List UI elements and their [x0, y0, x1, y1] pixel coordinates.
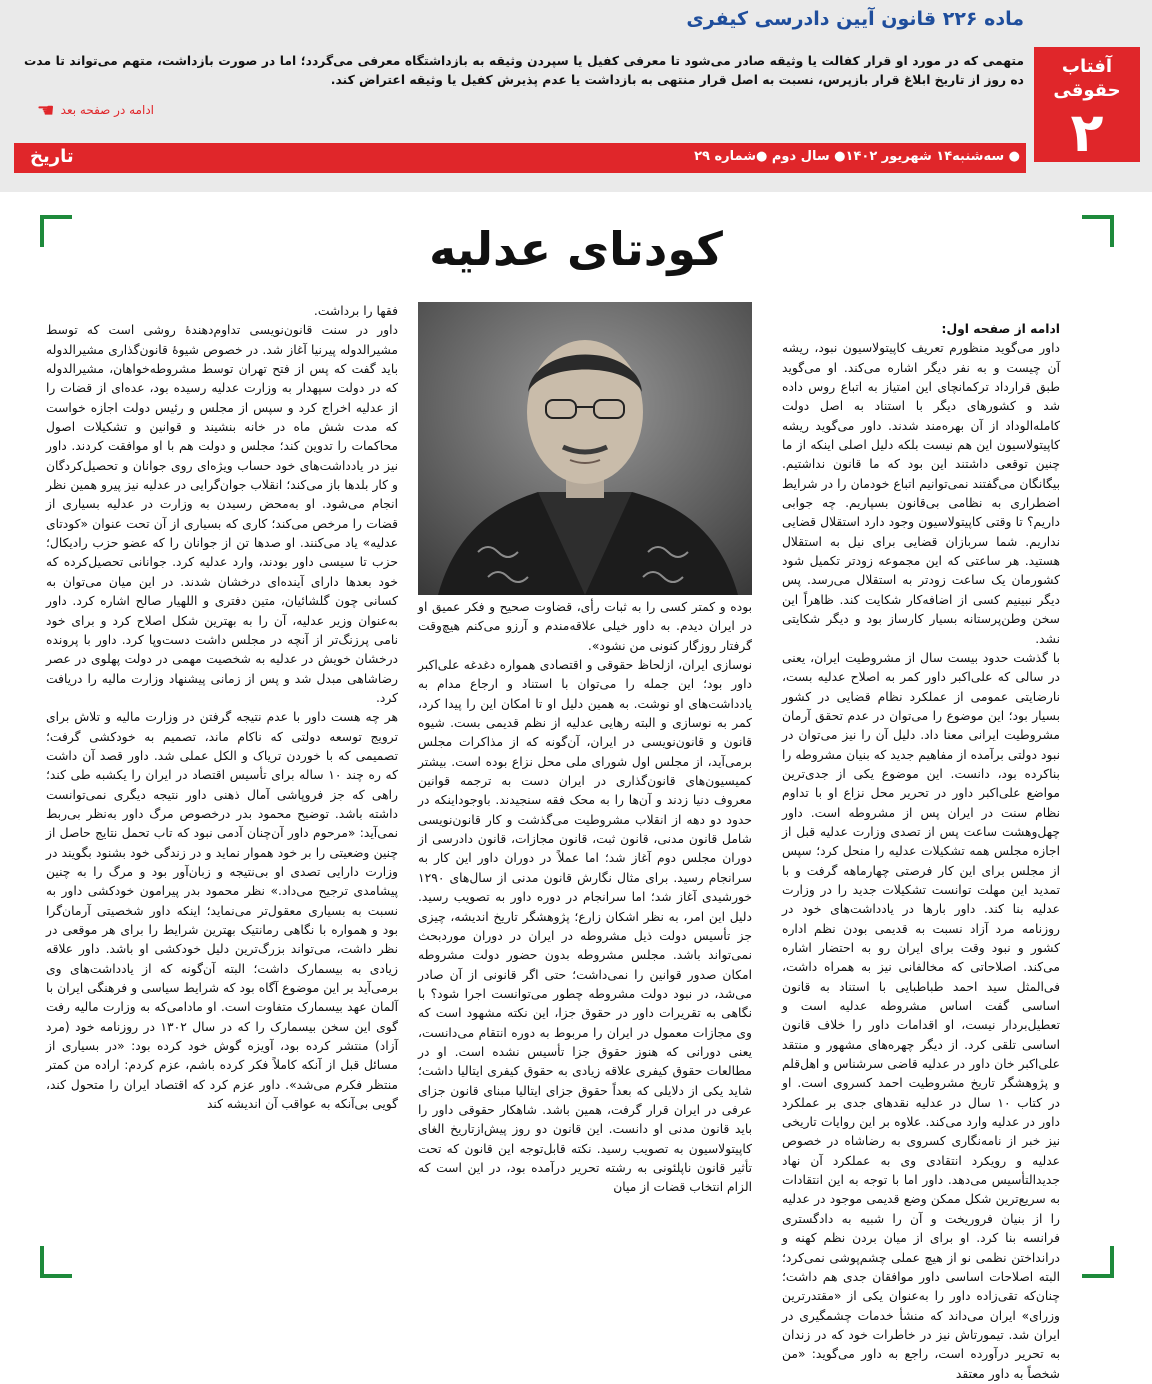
brand-logo [1034, 47, 1140, 162]
paragraph: هر چه هست داور با عدم نتیجه گرفتن در وزارت مالیه و تلاش برای ترویج توسعه دولتی که ناکام ماند، تصمیم به خودکشی گرفت؛ تصمیمی که با خوردن تریاک و الکل عملی شد. داور قصد آن داشت که ره چند ۱۰ ساله برای تأسیس اقتصاد در ایران را یکشبه طی کند؛ راهی که جز فروپاشی آمال ذهنی داور نتیجه دیگری نمی‌توانست داشته باشد. توضیح محمود بدر درخصوص مرگ داور به‌نظر بی‌ربط نمی‌آید: «مرحوم داور آن‌چنان آدمی نبود که تاب تحمل نتایج حاصل از چنین وضعیتی را بر خود هموار نماید و در زندگی خود بشنود بگویند در وزارت دارایی تصدی او بی‌نتیجه و زبان‌آور بود و مرگ را به چنین پیشامدی ترجیح می‌داد.» نظر محمود بدر پیرامون خودکشی داور به نسبت به بسیاری معقول‌تر می‌نماید؛ اینکه داور شخصیتی آرمان‌گرا بود و همواره با نگاهی رمانتیک بهترین شرایط را برای هر موقعی در نظر داشت، می‌تواند بزرگ‌ترین دلیل خودکشی او باشد. داور علاقه زیادی به بیسمارک داشت؛ البته آن‌گونه که از یادداشت‌های وی برمی‌آید بر این موضوع آگاه بود که شرایط سیاسی و فرهنگی ایران با آلمان عهد بیسمارک متفاوت است. او مادامی‌که به وزارت مالیه رفت گوی این سخن بیسمارک را که در سال ۱۳۰۲ در روزنامه خود (مرد آزاد) منتشر کرده بود، آویزه گوش خود کرده بود: «در بسیاری از مسائل قبل از آنکه کاملاً فکر کرده باشم، عزم کردم: اراده من کمتر منتظر فکرم می‌شد». داور عزم کرد که اقتصاد ایران را متحول کند، گویی بی‌آنکه به عواقب آن اندیشه کند [46, 710, 398, 1112]
legal-article-title: ماده ۲۲۶ قانون آیین دادرسی کیفری [686, 8, 1024, 30]
issue-bar [14, 143, 1026, 173]
paragraph: نوسازی ایران، ازلحاظ حقوقی و اقتصادی همواره دغدغه علی‌اکبر داور بود؛ این جمله را می‌توان با استناد و ارجاع مدام به یادداشت‌های او نوشت. به همین دلیل او تا امکان این را پیدا کرد، کمر به نوسازی و البته رهایی عدلیه از نظم قدیمی بست. شیوه قانون و قانون‌نویسی در ایران، آن‌گونه که از مذاکرات مجلس برمی‌آید، از مجلس اول شورای ملی محل نزاع بوده است. بیشتر کمیسیون‌های قانون‌گذاری در ایران دست به ترجمه قوانین معروف دنیا زدند و آن‌ها را به محک فقه سنجیدند. باوجوداینکه در حدود دو دهه از انقلاب مشروطیت می‌گذشت و کار قانون‌نویسی شامل قانون مدنی، قانون ثبت، قانون مجازات، قانون دادرسی از دوران مجلس دوم آغاز شد؛ اما عملاً در دوران داور این کار به سرانجام رسید. برای مثال نگارش قانون مدنی از سال‌های ۱۲۹۰ خورشیدی آغاز شد؛ اما سرانجام در دوره داور به تصویب رسید. دلیل این امر، به نظر اشکان زارع؛ پژوهشگر تاریخ اندیشه، چیزی جز تأسیس دولت ذیل مشروطه در ایران در دوران موردبحث نمی‌تواند باشد. مجلس مشروطه بدون حضور دولت مشروطه امکان صدور قوانین را نمی‌داشت؛ حتی اگر قانونی از آن صادر می‌شد، در نبود دولت مشروطه چطور می‌توانست اجرا شود؟ با نگاهی به تقریرات داور در حقوق جزا، این نکته مشهود است که وی مجازات معمول در ایران را مربوط به دوره انتقام می‌دانست، یعنی دورانی که هنوز حقوق جزا تأسیس نشده است. او در مطالعات حقوق کیفری علاقه زیادی به حقوق کیفری ایتالیا داشت؛ شاید یکی از دلایلی که بعداً حقوق جزای ایتالیا مبنای قانون جزای عرفی در ایران قرار گرفت، همین باشد. شاهکار حقوقی داور را باید قانون مدنی او دانست. این قانون دو روز پیش‌ازتاریخ الغای کاپیتولاسیون به تصویب رسید. نکته قابل‌توجه این قانون که تحت تأثیر قانون ناپلئونی به رشته تحریر درآمده بود، در این است که الزام انتخاب قضات از میان [418, 658, 752, 1195]
article-headline: کودتای عدلیه [429, 222, 723, 276]
portrait-photo [418, 302, 752, 595]
article-column-middle [418, 598, 752, 1255]
continued-label: ادامه در صفحه بعد [60, 103, 154, 117]
paragraph: بوده و کمتر کسی را به ثبات رأی، قضاوت صحیح و فکر عمیق او در ایران دیدم. به داور خیلی علاقه‌مندم و آرزو می‌کنم هیچ‌وقت گرفتار روزگار کنونی من نشود». [418, 600, 752, 653]
continued-from-label: ادامه از صفحه اول: [941, 322, 1060, 336]
pointing-hand-icon: ☚ [36, 98, 55, 122]
section-label: تاریخ [30, 146, 74, 167]
continued-link[interactable] [36, 98, 154, 122]
paragraph: داور می‌گوید منظورم تعریف کاپیتولاسیون نبود، ریشه آن چیست و به نفر دیگر اشاره می‌کند. او می‌گوید طبق قرارداد ترکمانچای این امتیاز به اتباع روس داده شد و کشورهای دیگر با استناد به اصل دولت کامله‌الوداد از آن بهره‌مند شدند. داور می‌گوید ریشه کاپیتولاسیون این هم نیست بلکه دلیل اصلی اینکه از ما چنین توقعی داشتند این بود که ما قانون نداشتیم. بیگانگان می‌گفتند نمی‌توانیم اتباع خودمان را در شرایط اضطراری به نظامی بی‌قانون بسپاریم. چه جوابی داریم؟ تا وقتی کاپیتولاسیون وجود دارد استقلال قضایی نداریم. شما سربازان قضایی برای نیل به استقلال هستید. هر ساعتی که این مجموعه زودتر تکمیل شود کشورمان یک ساعت زودتر به استقلال می‌رسد. پس دیگر نبینیم کسی از اضافه‌کار شکایت کند. ظاهراً این سخن وطن‌پرستانه بسیار کارساز بود و دیگر شکایتی نشد. [782, 341, 1060, 646]
paragraph: با گذشت حدود بیست سال از مشروطیت ایران، یعنی در سالی که علی‌اکبر داور کمر به اصلاح عدلیه بست، نارضایتی عمومی از عملکرد نظام قضایی در کشور بسیار بود؛ این موضوع را می‌توان در عدم تحقق آرمان مشروطیت ایرانی معنا داد. دلیل آن را نیز می‌توان در نبود دولتی برآمده از مفاهیم جدید که بنیان مشروطه را بناکرده بود، دانست. این موضوع یکی از جدی‌ترین مواضع علی‌اکبر داور در تحریر محل نزاع او با تداوم نظام سنت در ایران پس از مشروطه است. داور چهل‌وهشت ساعت پس از تصدی وزارت عدلیه قبل از اجازه مجلس همه تشکیلات عدلیه را منحل کرد؛ سپس از مجلس برای این کار فرصتی چهارماهه گرفت و با تمدید این مهلت توانست تشکیلات جدید را در وزارت عدلیه بنا کند. داور بارها در یادداشت‌های خود در روزنامه مرد آزاد نسبت به قدیمی بودن نظم اداره کشور و نبود وقت برای ایران رو به احتضار اشاره می‌کند. اصلاحاتی که مخالفانی نیز به همراه داشت، فی‌المثل سید احمد طباطبایی با استناد به قانون اساسی گفت اساس مشروطه عدلیه است و تعطیل‌بردار نیست، او اقدامات داور را خلاف قانون اساسی تلقی کرد. از دیگر چهره‌های مشهور و منتقد علی‌اکبر خان داور در عدلیه قاضی سرشناس و اهل‌قلم و پژوهشگر تاریخ مشروطیت احمد کسروی است. او در کتاب ۱۰ سال در عدلیه نقدهای جدی بر عملکرد داور در عدلیه وارد می‌کند. علاوه بر این روایات تاریخی نیز خبر از نامه‌نگاری کسروی به رضاشاه در خصوص عدلیه و رویکرد انتقادی وی به عملکرد آن نهاد جدیدالتأسیس می‌دهد. داور اما با توجه به این انتقادات به سریع‌ترین شکل ممکن وضع قدیمی موجود در عدلیه را از بنیان فروریخت و آن را شبیه به دادگستری فرانسه بنا کرد. او برای از میان بردن نظم کهنه و درانداختن نظمی نو از هیچ عملی چشم‌پوشی نمی‌کرد؛ البته اصلاحات اساسی داور موافقان جدی هم داشت؛ چنان‌که تقی‌زاده داور را به‌عنوان یکی از «مقتدرترین وزرای» ایران می‌داند که منشأ خدمات چشمگیری در ایران شد. تیمورتاش نیز در خاطرات خود که در زندان به تحریر درآورده است، راجع به داور می‌گوید: «من شخصاً به داور معتقد [782, 650, 1060, 1381]
logo-title: آفتاب حقوقی [1053, 56, 1121, 101]
legal-article-text: متهمی که در مورد او قرار کفالت یا وثیقه صادر می‌شود تا معرفی کفیل یا سپردن وثیقه به بازداشتگاه معرفی می‌گردد؛ اما در صورت بازداشت، متهم می‌تواند تا مدت ده روز از تاریخ ابلاغ قرار بازپرس، نسبت به اصل قرار منتهی به بازداشت یا عدم پذیرش کفیل یا وثیقه اعتراض کند. [24, 54, 1024, 87]
page-number: ۲ [1070, 101, 1104, 164]
paragraph: داور در سنت قانون‌نویسی تداوم‌دهندهٔ روشی است که توسط مشیرالدوله پیرنیا آغاز شد. در خصوص شیوهٔ قانون‌گذاری مشیرالدوله باید گفت که پس از فتح تهران توسط مشروطه‌خواهان، مشیرالدوله که در دولت سپهدار به وزارت عدلیه رسیده بود، عده‌ای از قضات را از عدلیه اخراج کرد و سپس از مجلس و رئیس دولت اجازه خواست که مدت شش ماه در خانه بنشیند و قوانین و تشکیلات اصول محاکمات را تدوین کند؛ مجلس و دولت هم با او موافقت کردند. داور نیز در یادداشت‌های خود حساب ویژه‌ای روی جوانان و تحصیل‌کردگان و کار بلدها باز می‌کند؛ انقلاب جوان‌گرایی در عدلیه نیز پیرو همین نظر انجام می‌شود. او به‌محض رسیدن به وزارت در عدلیه بسیاری از قضات را مرخص می‌کند؛ کاری که بسیاری از آن تحت عنوان «کودتای عدلیه» یاد می‌کنند. او صدها تن از جوانان را که عضو حزب رادیکال؛ حزب تا سیسی داور بودند، وارد عدلیه کرد. جوانانی تحصیل‌کرده که خود بعدها دارای آینده‌ای درخشان شدند. در این میان می‌توان به کسانی چون گلشائیان، متین دفتری و اللهیار صالح اشاره کرد. داور به‌عنوان وزیر عدلیه، آن را به بهترین شکل اصلاح کرد و برای خود نامی پرزنگ‌تر از آنچه در مجلس داشت دست‌وپا کرد. داور با پرونده درخشان خویش در عدلیه به شخصیت مهمی در دولت پهلوی در عصر رضاشاهی مبدل شد و پس از زمانی پیشنهاد وزارت مالیه را دریافت کرد. [46, 323, 398, 705]
frame-corner [1082, 1246, 1114, 1278]
paragraph: فقها را برداشت. [313, 304, 398, 318]
issue-info: ● سه‌شنبه۱۴ شهریور ۱۴۰۲● سال دوم ●شماره ۲۹ [694, 149, 1020, 164]
article-column-left [46, 302, 398, 1255]
article-column-right [782, 320, 1060, 1381]
